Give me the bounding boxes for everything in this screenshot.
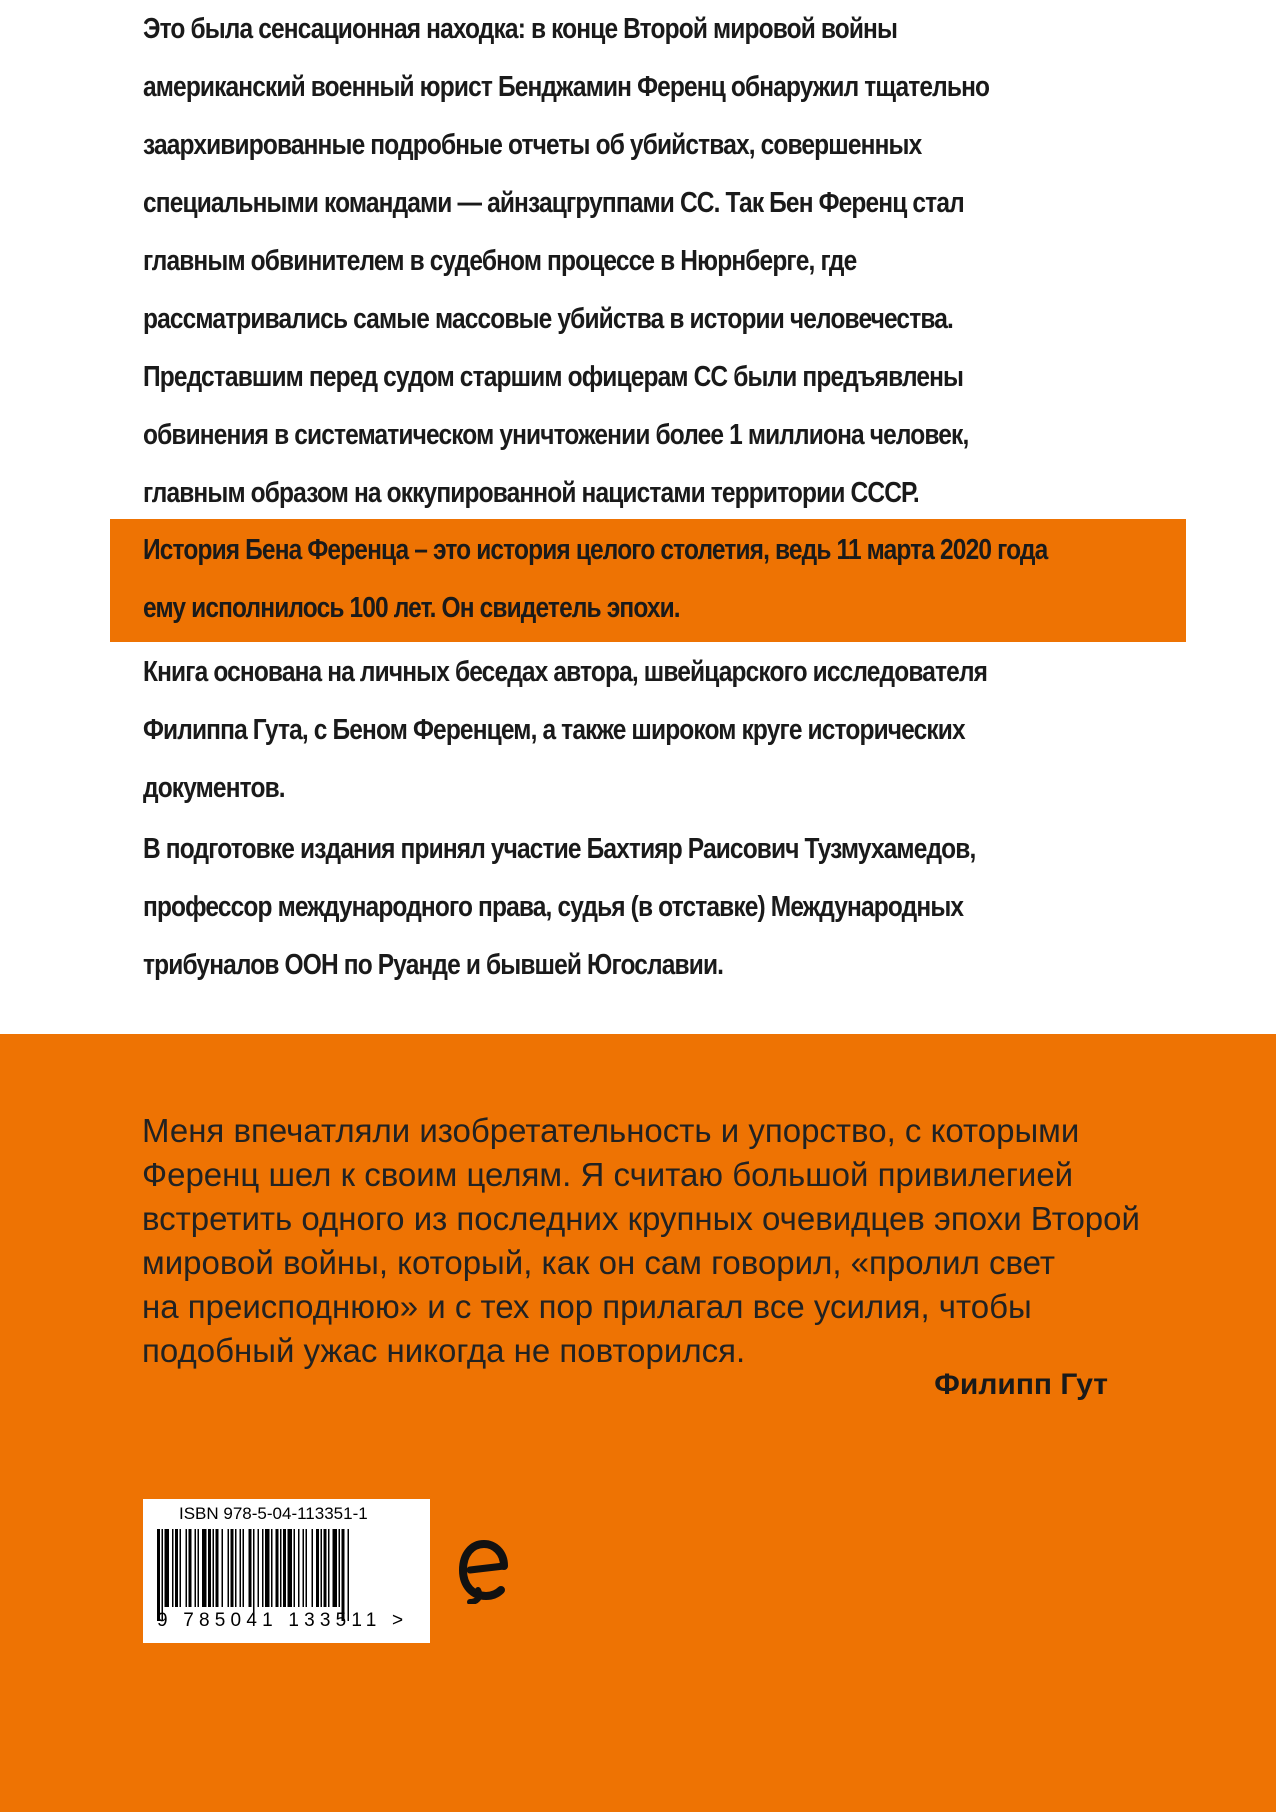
barcode-bar xyxy=(298,1529,300,1607)
barcode-bar xyxy=(316,1529,319,1607)
text-line: Меня впечатляли изобретательность и упорство, с которыми xyxy=(142,1112,1080,1149)
barcode-bar xyxy=(276,1529,279,1607)
barcode-bar xyxy=(240,1529,242,1607)
barcode-bar xyxy=(235,1529,237,1607)
text-line: американский военный юрист Бенджамин Ференц обнаружил тщательно xyxy=(143,71,990,103)
description-text xyxy=(143,0,989,522)
barcode-bar xyxy=(339,1529,341,1607)
barcode-bar xyxy=(172,1529,174,1607)
barcode-bar xyxy=(294,1529,296,1607)
barcode-bar xyxy=(306,1529,308,1607)
text-line: Это была сенсационная находка: в конце Второй мировой войны xyxy=(143,13,898,45)
barcode-bar xyxy=(271,1529,273,1607)
barcode-bar xyxy=(280,1529,282,1607)
text-line: подобный ужас никогда не повторился. xyxy=(142,1332,746,1369)
barcode-bar xyxy=(195,1529,197,1607)
text-line: История Бена Ференца – это история целого столетия, ведь 11 марта 2020 года xyxy=(143,534,1048,566)
barcode-bar xyxy=(162,1529,164,1621)
barcode-bar xyxy=(324,1529,327,1607)
barcode-bar xyxy=(243,1529,245,1607)
barcode-bar xyxy=(321,1529,323,1607)
isbn-label: ISBN 978-5-04-113351-1 xyxy=(179,1504,368,1523)
book-basis-text xyxy=(143,643,987,817)
barcode-bar xyxy=(342,1529,345,1621)
text-line: встретить одного из последних крупных очевидцев эпохи Второй xyxy=(142,1200,1140,1237)
text-line: профессор международного права, судья (в отставке) Международных xyxy=(143,891,964,923)
barcode-bar xyxy=(222,1529,224,1607)
text-line: Ференц шел к своим целям. Я считаю большой привилегией xyxy=(142,1156,1074,1193)
text-line: главным обвинителем в судебном процессе в Нюрнберге, где xyxy=(143,245,857,277)
barcode-bar xyxy=(253,1529,255,1621)
barcode-bar xyxy=(348,1529,350,1621)
text-line: специальными командами — айнзацгруппами СС. Так Бен Ференц стал xyxy=(143,187,964,219)
barcode-bar xyxy=(189,1529,192,1607)
author-quote xyxy=(142,1109,1140,1373)
text-line: рассматривались самые массовые убийства в истории человечества. xyxy=(143,303,953,335)
barcode-bar xyxy=(312,1529,314,1607)
quote-author: Филипп Гут xyxy=(934,1368,1108,1401)
barcode-bar xyxy=(208,1529,211,1607)
text-line: на преисподнюю» и с тех пор прилагал все усилия, чтобы xyxy=(142,1288,1032,1325)
barcode-bar xyxy=(328,1529,330,1607)
barcode-bar xyxy=(216,1529,219,1607)
barcode-bar xyxy=(202,1529,207,1607)
barcode-bar xyxy=(262,1529,264,1607)
text-line: главным образом на оккупированной нацистами территории СССР. xyxy=(143,477,919,509)
barcode-bar xyxy=(213,1529,215,1607)
editor-credit-text xyxy=(143,820,975,994)
barcode-bar xyxy=(333,1529,338,1607)
text-line: мировой войны, который, как он сам говорил, «пролил свет xyxy=(142,1244,1056,1281)
text-line: Представшим перед судом старшим офицерам СС были предъявлены xyxy=(143,361,964,393)
isbn-barcode xyxy=(143,1499,430,1643)
barcode-bar xyxy=(175,1529,178,1607)
highlight-text xyxy=(143,521,1047,637)
text-line: ему исполнилось 100 лет. Он свидетель эпохи. xyxy=(143,592,680,624)
text-line: документов. xyxy=(143,772,285,804)
barcode-bar xyxy=(231,1529,234,1607)
text-line: трибуналов ООН по Руанде и бывшей Югославии. xyxy=(143,949,724,981)
text-line: обвинения в систематическом уничтожении более 1 миллиона человек, xyxy=(143,419,969,451)
text-line: заархивированные подробные отчеты об убийствах, совершенных xyxy=(143,129,922,161)
barcode-bar xyxy=(283,1529,286,1607)
barcode-bar xyxy=(228,1529,230,1607)
text-line: В подготовке издания принял участие Бахтияр Раисович Тузмухамедов, xyxy=(143,833,976,865)
barcode-bar xyxy=(265,1529,270,1607)
barcode-bar xyxy=(157,1529,160,1621)
barcode-bar xyxy=(303,1529,305,1607)
barcode-bar xyxy=(288,1529,293,1607)
barcode-bar xyxy=(249,1529,252,1607)
ean-digits: 9 785041 133511 > xyxy=(157,1610,409,1631)
barcode-bar xyxy=(198,1529,200,1607)
barcode-bar xyxy=(186,1529,188,1607)
eksmo-logo-icon xyxy=(458,1540,518,1604)
barcode-bar xyxy=(165,1529,170,1607)
text-line: Филиппа Гута, с Беном Ференцем, а также широком круге исторических xyxy=(143,714,965,746)
barcode-bar xyxy=(258,1529,260,1607)
barcode-bar xyxy=(180,1529,182,1607)
text-line: Книга основана на личных беседах автора, швейцарского исследователя xyxy=(143,656,988,688)
